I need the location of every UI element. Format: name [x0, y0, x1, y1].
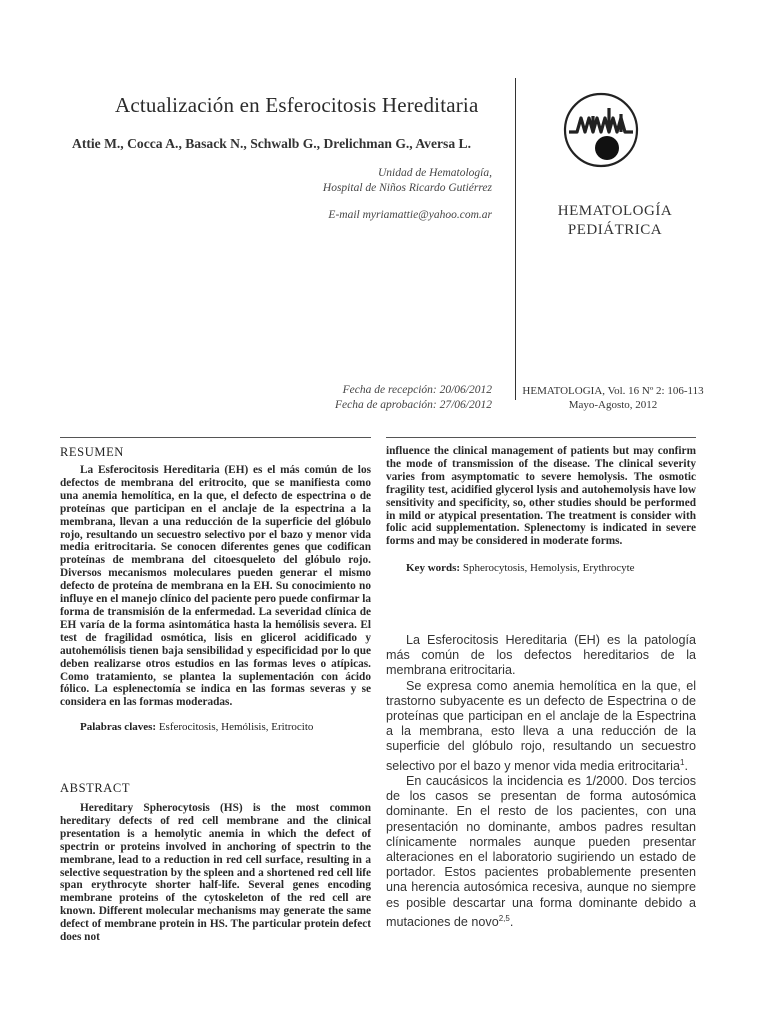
- body-paragraph-3-ref: 2,5: [498, 913, 510, 923]
- body-paragraph-2-text: Se expresa como anemia hemolítica en la que, el trastorno subyacente es un defecto de Espectrina o de proteínas que participan en el anclaje de la Espectrina a la membrana, esto lleva a una reducción de la superficie del glóbulo rojo, resultando un secuestro selectivo por el bazo y menor vida media eritrocitaria: [386, 678, 696, 773]
- affiliation: [323, 166, 492, 196]
- body-paragraph-2: Se expresa como anemia hemolítica en la que, el trastorno subyacente es un defecto de Espectrina o de proteínas que participan en el anclaje de la Espectrina a la membrana, esto lleva a una reducción de la superficie del glóbulo rojo, resultando un secuestro selectivo por el bazo y menor vida media eritrocitaria$^1$.: [386, 678, 696, 773]
- resumen-keywords: [60, 721, 371, 733]
- resumen-section: [60, 445, 371, 733]
- body-paragraph-3: En caucásicos la incidencia es 1/2000. Dos tercios de los casos se presentan de forma autosómica dominante. En el resto de los pacientes, con una presentación no dominante, ambos padres resultan clínicamente normales aunque pueden presentar alteraciones en el laboratorio sugiriendo un estado de portador. Estos pacientes probablemente presenten una herencia autosómica recesiva, aunque no siempre es posible descartar una forma dominante debido a mutaciones de novo$^{2,5}$.: [386, 774, 696, 930]
- body-paragraph-1: La Esferocitosis Hereditaria (EH) es la patología más común de los defectos hereditarios de la membrana eritrocitaria.: [386, 633, 696, 678]
- author-list: Attie M., Cocca A., Basack N., Schwalb G., Drelichman G., Aversa L.: [72, 136, 471, 151]
- journal-citation: [518, 384, 708, 412]
- received-date: Fecha de recepción: 20/06/2012: [342, 384, 492, 396]
- submission-dates: [335, 383, 492, 413]
- affiliation-unit: Unidad de Hematología,: [377, 167, 492, 179]
- abstract-heading: ABSTRACT: [60, 781, 131, 795]
- abstract-continued: [386, 445, 696, 574]
- citation-volume: HEMATOLOGIA, Vol. 16 Nº 2: 106-113: [522, 385, 704, 397]
- affiliation-hospital: Hospital de Niños Ricardo Gutiérrez: [322, 182, 492, 194]
- article-title: Actualización en Esferocitosis Hereditaria: [115, 93, 479, 117]
- abstract-keywords-values: Spherocytosis, Hemolysis, Erythrocyte: [462, 562, 635, 575]
- resumen-heading: RESUMEN: [60, 445, 124, 459]
- citation-date: Mayo-Agosto, 2012: [568, 399, 658, 411]
- header-divider: [515, 78, 516, 400]
- journal-name-line2: PEDIÁTRICA: [567, 222, 663, 238]
- contact-email: E-mail myriamattie@yahoo.com.ar: [328, 209, 492, 221]
- body-paragraph-3-text: En caucásicos la incidencia es 1/2000. Dos tercios de los casos se presentan de forma autosómica dominante. En el resto de los pacientes, con una presentación no dominante, ambos padres resultan clínicamente normales aunque pueden presentar alteraciones en el laboratorio sugiriendo un estado de portador. Estos pacientes probablemente presenten una herencia autosómica recesiva, aunque no siempre es posible descartar una forma dominante debido a mutaciones de novo: [386, 774, 696, 930]
- body-text: [386, 633, 696, 930]
- resumen-keywords-label: Palabras claves:: [80, 721, 157, 734]
- abstract-keywords-label: Key words:: [406, 562, 461, 575]
- approved-date: Fecha de aprobación: 27/06/2012: [334, 399, 492, 411]
- body-paragraph-2-ref: 1: [680, 757, 685, 767]
- journal-name: [525, 202, 705, 240]
- abstract-section: [60, 781, 371, 944]
- journal-name-line1: HEMATOLOGÍA: [557, 203, 673, 219]
- abstract-rule: [386, 437, 696, 438]
- sah-society-logo-icon: [563, 92, 639, 168]
- resumen-keywords-values: Esferocitosis, Hemólisis, Eritrocito: [158, 721, 314, 734]
- resumen-rule: [60, 437, 371, 438]
- abstract-keywords: [386, 562, 696, 574]
- abstract-text-col1: Hereditary Spherocytosis (HS) is the most common hereditary defects of red cell membrane and the clinical presentation is a hemolytic anemia in which the defect of spectrin or proteins involved in anchoring of spectrin to the membrane, lead to a reduction in red cell surface, resulting in a selective sequestration by the spleen and a shortened red cell life span erythrocyte shorter half-life. Several genes encoding membrane proteins of the cytoskeleton of the red cell are known. Different molecular mechanisms may generate the same defect of membrane protein in HS. The particular protein defect does not: [60, 802, 371, 944]
- resumen-text: La Esferocitosis Hereditaria (EH) es el más común de los defectos de membrana del eritrocito, que se manifiesta como una anemia hemolítica, en la que, el defecto de espectrina o de proteínas que participan en el anclaje de la espectrina a la membrana, llevan a una reducción de la superficie del glóbulo rojo, resultando un secuestro selectivo por el bazo y menor vida media eritrocitaria. Se conocen diferentes genes que codifican proteínas de membrana del citoesqueleto del glóbulo rojo. Diversos mecanismos moleculares pueden generar el mismo defecto de proteína de membrana en la EH. Su conocimiento no influye en el manejo clínico del paciente pero puede confirmar la forma de transmisión de la enfermedad. La severidad clínica de EH varía de la forma asintomática hasta la hemólisis severa. El test de fragilidad osmótica, lisis en glicerol acidificado y autohemólisis tienen baja sensibilidad y especificidad por lo que deben realizarse otros estudios en las formas leves o atípicas. Como tratamiento, se plantea la suplementación con ácido fólico. La esplenectomía se indica en las formas severas y se considera en las formas moderadas.: [60, 464, 371, 709]
- abstract-text-col2: influence the clinical management of patients but may confirm the mode of transmission of the disease. The clinical severity varies from asymptomatic to severe hemolysis. The osmotic fragility test, acidified glycerol lysis and autohemolysis have low sensitivity and specificity, so, other studies should be performed in mild or atypical presentation. The treatment is consider with folic acid supplementation. Splenectomy is indicated in severe forms and may be considered in moderate forms.: [386, 445, 696, 548]
